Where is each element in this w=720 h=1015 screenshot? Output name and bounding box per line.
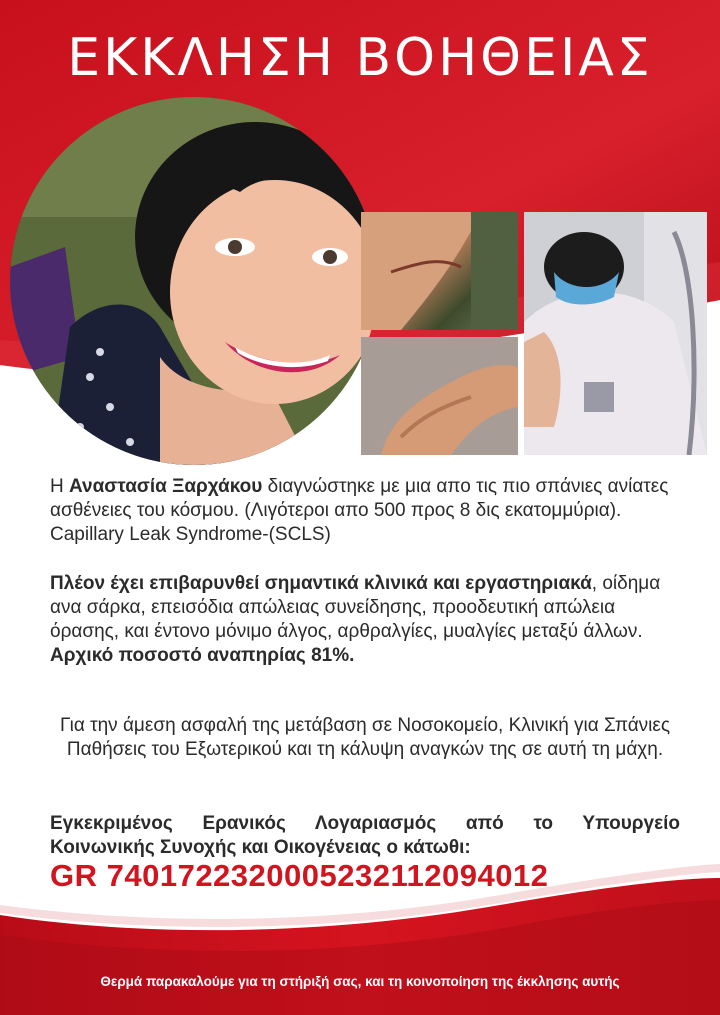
account-heading — [50, 812, 680, 860]
purpose-paragraph: Για την άμεση ασφαλή της μετάβαση σε Νοσοκομείο, Κλινική για Σπάνιες Παθήσεις του Εξωτερικού και τη κάλυψη αναγκών της σε αυτή τη μάχη. — [59, 715, 671, 760]
account-line-2: Κοινωνικής Συνοχής και Οικογένειας ο κάτωθι: — [50, 837, 471, 858]
p1-prefix: Η — [50, 476, 69, 497]
p2-bold-end: Αρχικό ποσοστό αναπηρίας 81%. — [50, 645, 355, 666]
diagnosis-paragraph — [50, 475, 680, 547]
iban-number: GR 7401722320005232112094012 — [50, 858, 549, 893]
p2-bold-start: Πλέον έχει επιβαρυνθεί σημαντικά κλινικά και εργαστηριακά — [50, 573, 592, 594]
swollen-hand-photo — [361, 337, 518, 455]
condition-paragraph — [50, 572, 680, 668]
p1-rest: διαγνώστηκε με μια απο τις πιο σπάνιες ανίατες ασθένειες του κόσμου. (Λιγότεροι απο 500 προς 8 δις εκατομμύρια). Capillary Leak Syndrome-(SCLS) — [50, 476, 669, 545]
account-line-1: Εγκεκριμένος Ερανικός Λογαριασμός από το Υπουργείο — [50, 813, 680, 834]
p2-middle: , οίδημα ανα σάρκα, επεισόδια απώλειας συνείδησης, προοδευτική απώλεια όρασης, και έντονο μόνιμο άλγος, αρθραλγίες, μυαλγίες μεταξύ άλλων. — [50, 573, 661, 642]
woman-portrait-photo — [10, 97, 378, 465]
knee-wound-photo — [361, 212, 518, 330]
patient-name: Αναστασία Ξαρχάκου — [69, 476, 263, 497]
page-title: ΕΚΚΛΗΣΗ ΒΟΗΘΕΙΑΣ — [67, 28, 653, 88]
hospital-bed-photo — [524, 212, 707, 455]
footer-text: Θερμά παρακαλούμε για τη στήριξή σας, και τη κοινοποίηση της έκκλησης αυτής — [100, 974, 620, 989]
